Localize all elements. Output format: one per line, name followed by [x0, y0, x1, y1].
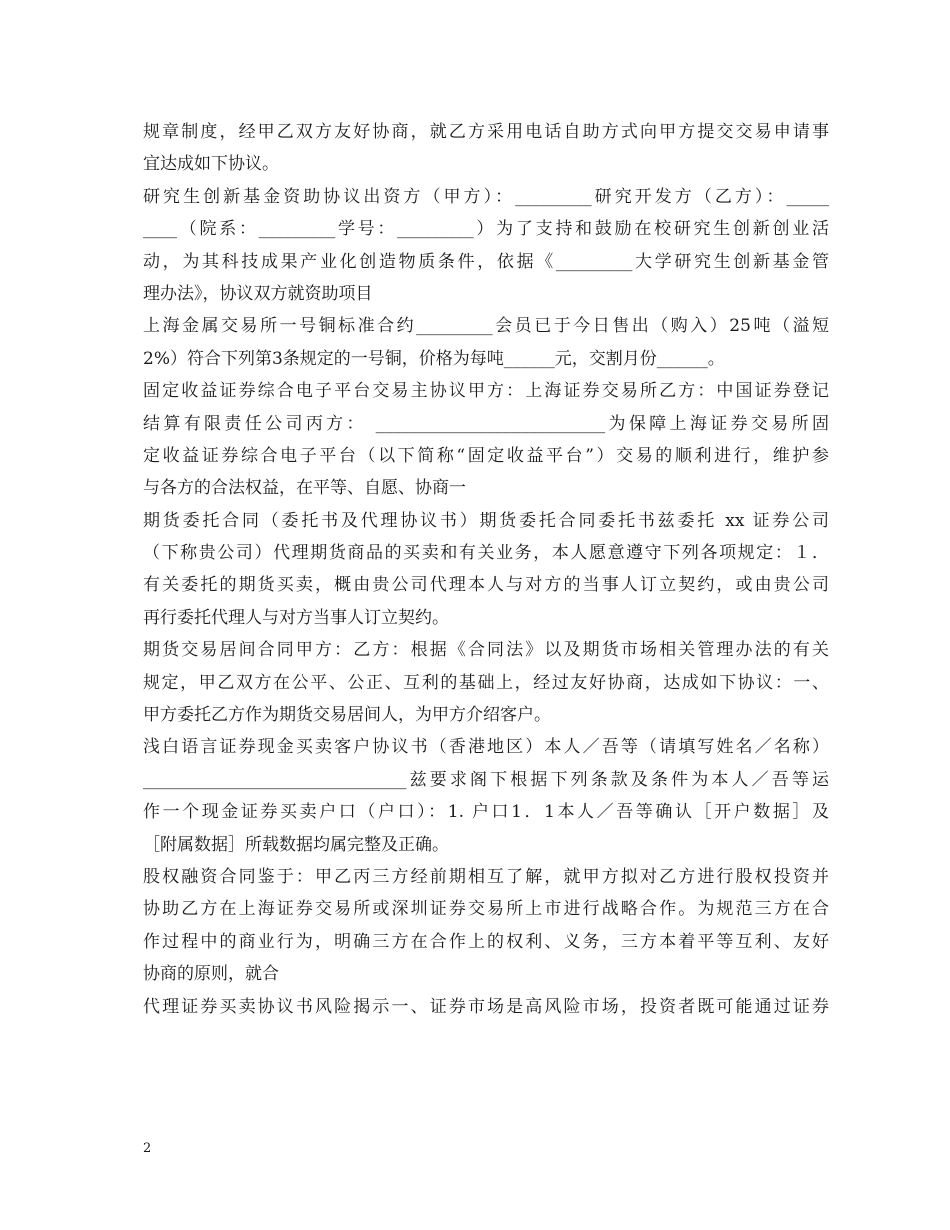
- text-line: 再行委托代理人与对方当事人订立契约。: [143, 607, 449, 628]
- text-line: 规章制度，经甲乙双方友好协商，就乙方采用电话自助方式向甲方提交交易申请事: [143, 122, 829, 142]
- text-line: 规定，甲乙双方在公平、公正、互利的基础上，经过友好协商，达成如下协议：一、: [143, 672, 829, 693]
- text-line: 动，为其科技成果产业化创造物质条件，依据《_________大学研究生创新基金管: [143, 251, 829, 272]
- text-line: 浅白语言证券现金买卖客户协议书（香港地区）本人／吾等（请填写姓名／名称）: [143, 737, 829, 758]
- text-line: 协助乙方在上海证券交易所或深圳证券交易所上市进行战略合作。为规范三方在合: [143, 899, 829, 920]
- text-line: 理办法》，协议双方就资助项目: [143, 283, 373, 304]
- text-line: 研究生创新基金资助协议出资方（甲方）：_________研究开发方（乙方）：_____: [143, 186, 829, 207]
- text-line: （下称贵公司）代理期货商品的买卖和有关业务，本人愿意遵守下列各项规定：１．: [143, 543, 829, 564]
- body-text: [143, 116, 829, 1023]
- text-line: 与各方的合法权益，在平等、自愿、协商一: [143, 478, 466, 499]
- text-line: 期货委托合同（委托书及代理协议书）期货委托合同委托书兹委托 xx 证券公司: [143, 510, 829, 531]
- text-line: 结算有限责任公司丙方： ___________________________为保障上海证券交易所固: [143, 413, 829, 434]
- text-line: 2%）符合下列第3条规定的一号铜，价格为每吨______元，交割月份______。: [143, 348, 725, 369]
- text-line: 固定收益证券综合电子平台交易主协议甲方：上海证券交易所乙方：中国证券登记: [143, 381, 829, 402]
- text-line: ____（院系：_________学号：_________）为了支持和鼓励在校研究生创新创业活: [143, 219, 829, 240]
- text-line: 股权融资合同鉴于：甲乙丙三方经前期相互了解，就甲方拟对乙方进行股权投资并: [143, 866, 829, 887]
- text-line: 定收益证券综合电子平台（以下简称“固定收益平台”）交易的顺利进行，维护参: [143, 445, 829, 466]
- text-line: ［附属数据］所载数据均属完整及正确。: [143, 834, 449, 855]
- text-line: 期货交易居间合同甲方：乙方：根据《合同法》以及期货市场相关管理办法的有关: [143, 640, 829, 661]
- text-line: _______________________________兹要求阁下根据下列条款及条件为本人／吾等运: [143, 769, 829, 790]
- text-line: 上海金属交易所一号铜标准合约_________会员已于今日售出（购入）25吨（溢短: [143, 316, 829, 337]
- text-line: 宜达成如下协议。: [143, 154, 279, 175]
- text-line: 甲方委托乙方作为期货交易居间人，为甲方介绍客户。: [143, 705, 551, 726]
- text-line: 有关委托的期货买卖，概由贵公司代理本人与对方的当事人订立契约，或由贵公司: [143, 575, 829, 596]
- text-line: 作一个现金证券买卖户口（户口）：1. 户口1．1本人／吾等确认［开户数据］及: [143, 802, 829, 823]
- page-number: 2: [143, 1141, 152, 1156]
- text-line: 协商的原则，就合: [143, 964, 279, 985]
- text-line: 作过程中的商业行为，明确三方在合作上的权利、义务，三方本着平等互利、友好: [143, 931, 829, 952]
- text-line: 代理证券买卖协议书风险揭示一、证券市场是高风险市场，投资者既可能通过证券: [143, 996, 829, 1017]
